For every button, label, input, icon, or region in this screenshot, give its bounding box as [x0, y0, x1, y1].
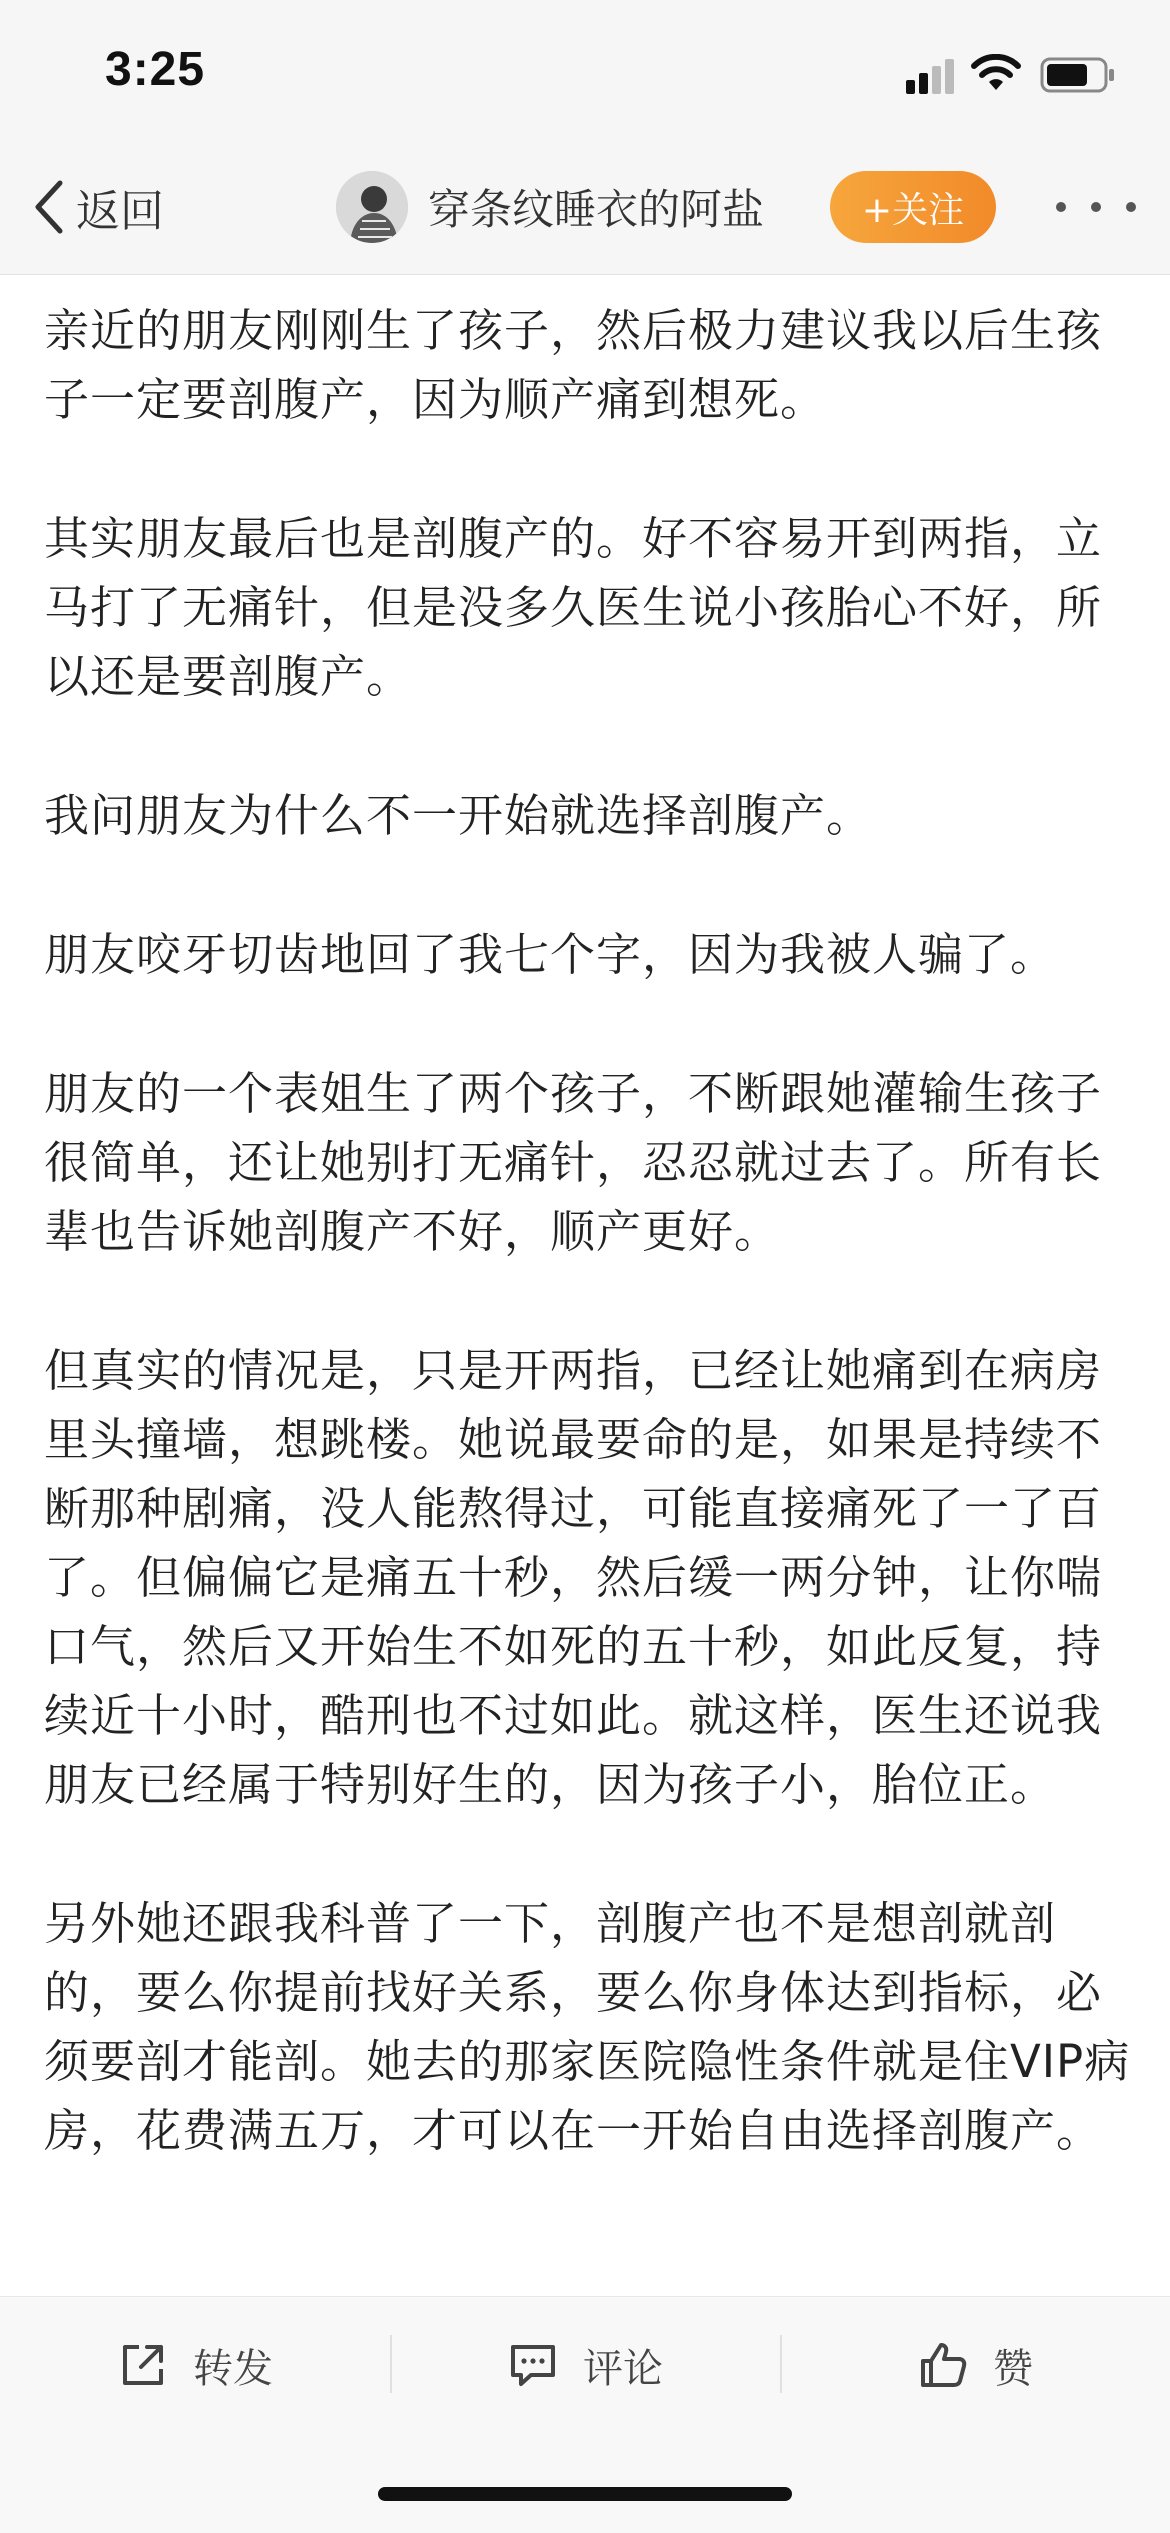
article-body[interactable] — [44, 296, 1134, 2296]
follow-button[interactable]: +关注 — [830, 171, 996, 243]
like-label: 赞 — [993, 2345, 1033, 2392]
article-paragraph: 另外她还跟我科普了一下，剖腹产也不是想剖就剖的，要么你提前找好关系，要么你身体达到指标，必须要剖才能剖。她去的那家医院隐性条件就是住VIP病房，花费满五万，才可以在一开始自由选择剖腹产。 — [44, 1897, 1131, 2157]
article-paragraph: 朋友咬牙切齿地回了我七个字，因为我被人骗了。 — [44, 928, 1057, 981]
status-time: 3:25 — [105, 43, 206, 96]
comment-label: 评论 — [583, 2345, 663, 2392]
share-out-icon — [117, 2339, 169, 2391]
avatar[interactable] — [336, 171, 408, 243]
comment-button[interactable] — [390, 2297, 780, 2433]
more-dot — [1126, 202, 1136, 212]
avatar-image — [336, 171, 408, 243]
more-icon[interactable] — [1056, 184, 1136, 230]
author-name[interactable]: 穿条纹睡衣的阿盐 — [428, 185, 765, 234]
action-buttons — [0, 2297, 1170, 2433]
like-button[interactable] — [780, 2297, 1170, 2433]
article-paragraph: 但真实的情况是，只是开两指，已经让她痛到在病房里头撞墙，想跳楼。她说最要命的是，如果是持续不断那种剧痛，没人能熬得过，可能直接痛死了一了百了。但偏偏它是痛五十秒，然后缓一两分钟，让你喘口气，然后又开始生不如死的五十秒，如此反复，持续近十小时，酷刑也不过如此。就这样，医生还说我朋友已经属于特别好生的，因为孩子小，胎位正。 — [44, 1344, 1103, 1811]
more-dot — [1091, 202, 1101, 212]
repost-button[interactable] — [0, 2297, 390, 2433]
more-dot — [1056, 202, 1066, 212]
back-label: 返回 — [76, 186, 164, 237]
author-info[interactable] — [336, 170, 764, 244]
article-paragraph: 朋友的一个表姐生了两个孩子，不断跟她灌输生孩子很简单，还让她别打无痛针，忍忍就过去了。所有长辈也告诉她剖腹产不好，顺产更好。 — [44, 1067, 1103, 1258]
article-paragraph: 亲近的朋友刚刚生了孩子，然后极力建议我以后生孩子一定要剖腹产，因为顺产痛到想死。 — [44, 304, 1103, 426]
nav-header — [0, 140, 1170, 275]
repost-label: 转发 — [193, 2345, 273, 2392]
home-indicator[interactable] — [378, 2487, 792, 2501]
thumbs-up-icon — [917, 2339, 969, 2391]
back-button[interactable] — [30, 170, 164, 244]
comment-icon — [507, 2339, 559, 2391]
article-paragraph: 其实朋友最后也是剖腹产的。好不容易开到两指，立马打了无痛针，但是没多久医生说小孩胎心不好，所以还是要剖腹产。 — [44, 512, 1103, 703]
cellular-signal-icon — [904, 56, 956, 96]
chevron-left-icon — [30, 177, 68, 237]
battery-icon — [1040, 57, 1116, 93]
status-bar — [0, 0, 1170, 140]
wifi-icon — [970, 54, 1022, 94]
article-paragraph: 我问朋友为什么不一开始就选择剖腹产。 — [44, 789, 873, 842]
action-bar — [0, 2296, 1170, 2533]
